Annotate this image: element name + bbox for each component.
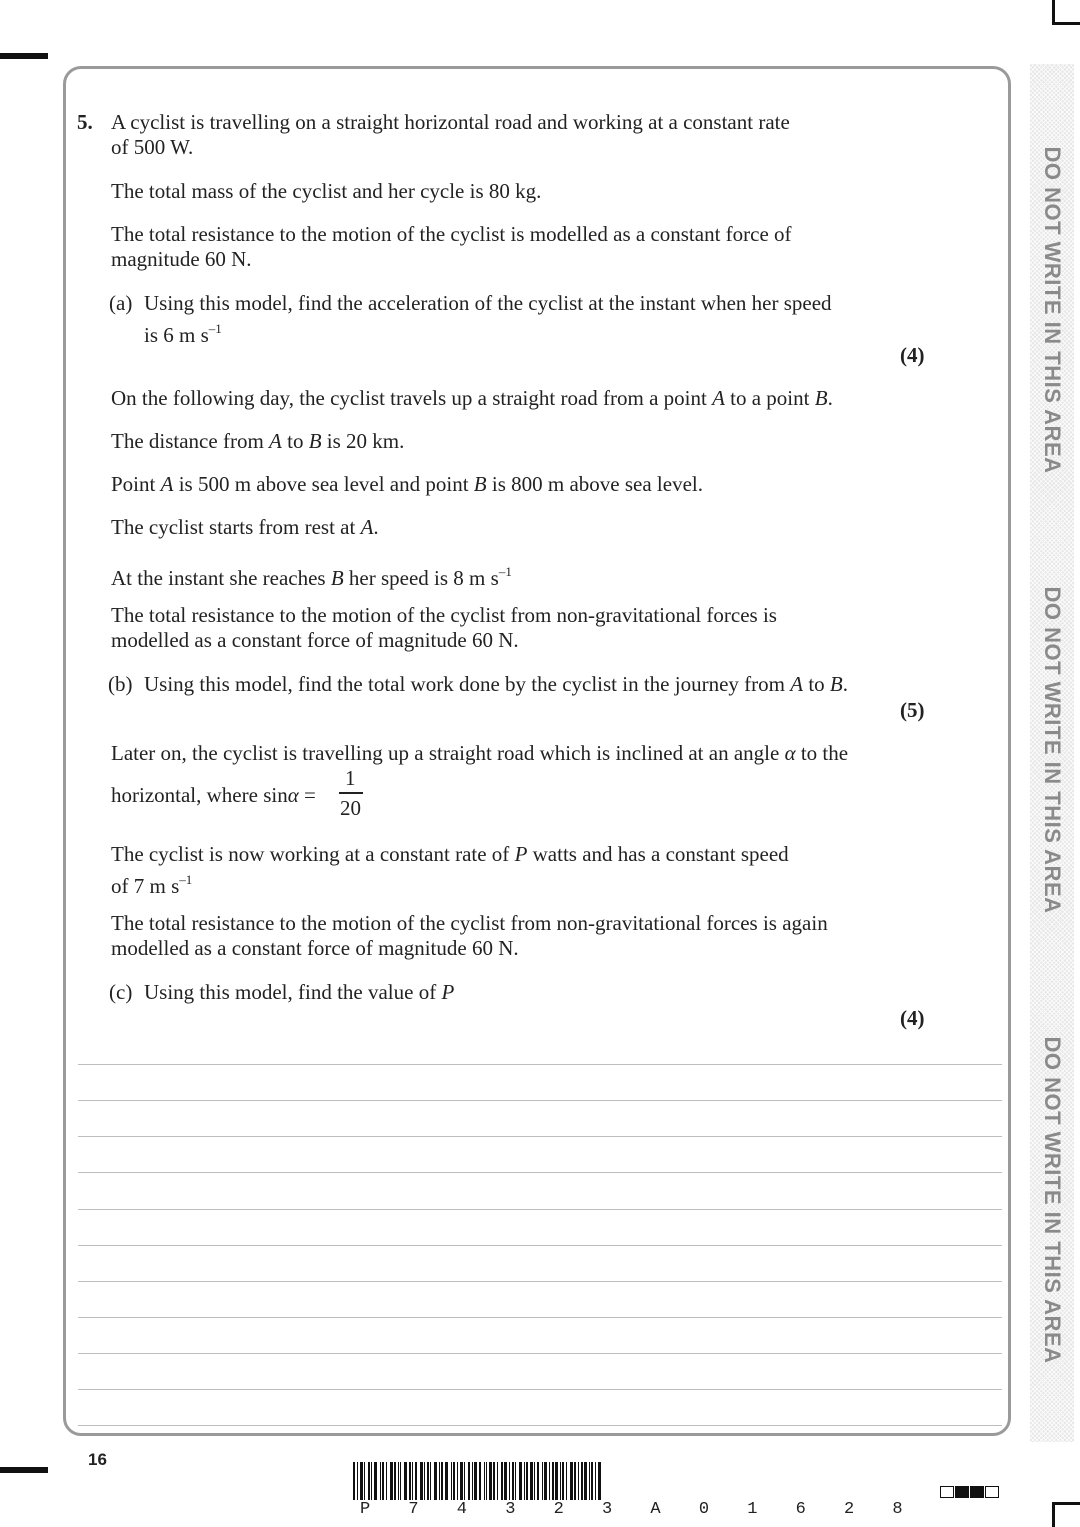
barcode: [353, 1462, 750, 1500]
crop-mark-right-bottom-v: [1052, 1505, 1055, 1527]
rate-line-1: The cyclist is now working at a constant rate of P watts and has a constant speed: [111, 842, 789, 866]
answer-line[interactable]: [78, 1281, 1002, 1282]
answer-line[interactable]: [78, 1425, 1002, 1426]
part-a-marks: (4): [900, 343, 925, 367]
answer-line[interactable]: [78, 1136, 1002, 1137]
incline-line-2: horizontal, where sinα =: [111, 783, 316, 807]
fraction-numerator: 1: [345, 766, 356, 790]
answer-line[interactable]: [78, 1172, 1002, 1173]
day2-statement: On the following day, the cyclist travels up a straight road from a point A to a point B.: [111, 386, 833, 410]
nongrav-line-2: modelled as a constant force of magnitude 60 N.: [111, 628, 519, 652]
answer-line[interactable]: [78, 1245, 1002, 1246]
mass-statement: The total mass of the cyclist and her cycle is 80 kg.: [111, 179, 542, 203]
answer-line[interactable]: [78, 1317, 1002, 1318]
intro-line-2: of 500 W.: [111, 135, 194, 159]
part-a-line-2: is 6 m $s^{-1}$: [144, 321, 222, 347]
part-a-label: (a): [109, 291, 133, 315]
fraction-denominator: 20: [340, 796, 361, 820]
intro-line-1: A cyclist is travelling on a straight horizontal road and working at a constant rate: [111, 110, 790, 134]
again-line-2: modelled as a constant force of magnitude 60 N.: [111, 936, 519, 960]
page-number: 16: [88, 1450, 107, 1469]
answer-line[interactable]: [78, 1064, 1002, 1065]
answer-line[interactable]: [78, 1209, 1002, 1210]
heights-statement: Point A is 500 m above sea level and point B is 800 m above sea level.: [111, 472, 703, 496]
answer-line[interactable]: [78, 1353, 1002, 1354]
question-number: 5.: [77, 110, 93, 134]
crop-mark-left-top: [0, 53, 48, 59]
start-statement: The cyclist starts from rest at A.: [111, 515, 379, 539]
barcode-number: P 7 4 3 2 3 A 0 1 6 2 8: [360, 1500, 917, 1519]
part-a-line-1: Using this model, find the acceleration of the cyclist at the instant when her speed: [144, 291, 832, 315]
crop-mark-left-bottom: [0, 1467, 48, 1473]
crop-mark-right-top-h: [1052, 22, 1080, 25]
resistance-line-1: The total resistance to the motion of the cyclist is modelled as a constant force of: [111, 222, 792, 246]
crop-mark-right-bottom-h: [1052, 1502, 1080, 1505]
part-c-marks: (4): [900, 1006, 925, 1030]
distance-statement: The distance from A to B is 20 km.: [111, 429, 405, 453]
do-not-write-label-bottom: DO NOT WRITE IN THIS AREA: [1040, 1036, 1065, 1364]
again-line-1: The total resistance to the motion of the cyclist from non-gravitational forces is again: [111, 911, 828, 935]
part-b-label: (b): [108, 672, 133, 696]
do-not-write-label-middle: DO NOT WRITE IN THIS AREA: [1040, 586, 1065, 914]
part-b-marks: (5): [900, 698, 925, 722]
part-b-text: Using this model, find the total work done by the cyclist in the journey from A to B.: [144, 672, 848, 696]
page-indicator-boxes: [940, 1485, 1000, 1503]
answer-line[interactable]: [78, 1389, 1002, 1390]
crop-mark-right-top-v: [1052, 0, 1055, 22]
fraction-bar: [339, 792, 363, 794]
reach-statement: At the instant she reaches B her speed is 8 m $s^{-1}$: [111, 564, 512, 590]
do-not-write-label-top: DO NOT WRITE IN THIS AREA: [1040, 146, 1065, 474]
answer-line[interactable]: [78, 1100, 1002, 1101]
nongrav-line-1: The total resistance to the motion of the cyclist from non-gravitational forces is: [111, 603, 777, 627]
rate-line-2: of 7 m $s^{-1}$: [111, 872, 193, 898]
resistance-line-2: magnitude 60 N.: [111, 247, 252, 271]
incline-line-1: Later on, the cyclist is travelling up a straight road which is inclined at an angle α to the: [111, 741, 849, 765]
part-c-label: (c): [109, 980, 133, 1004]
part-c-text: Using this model, find the value of P: [144, 980, 455, 1004]
